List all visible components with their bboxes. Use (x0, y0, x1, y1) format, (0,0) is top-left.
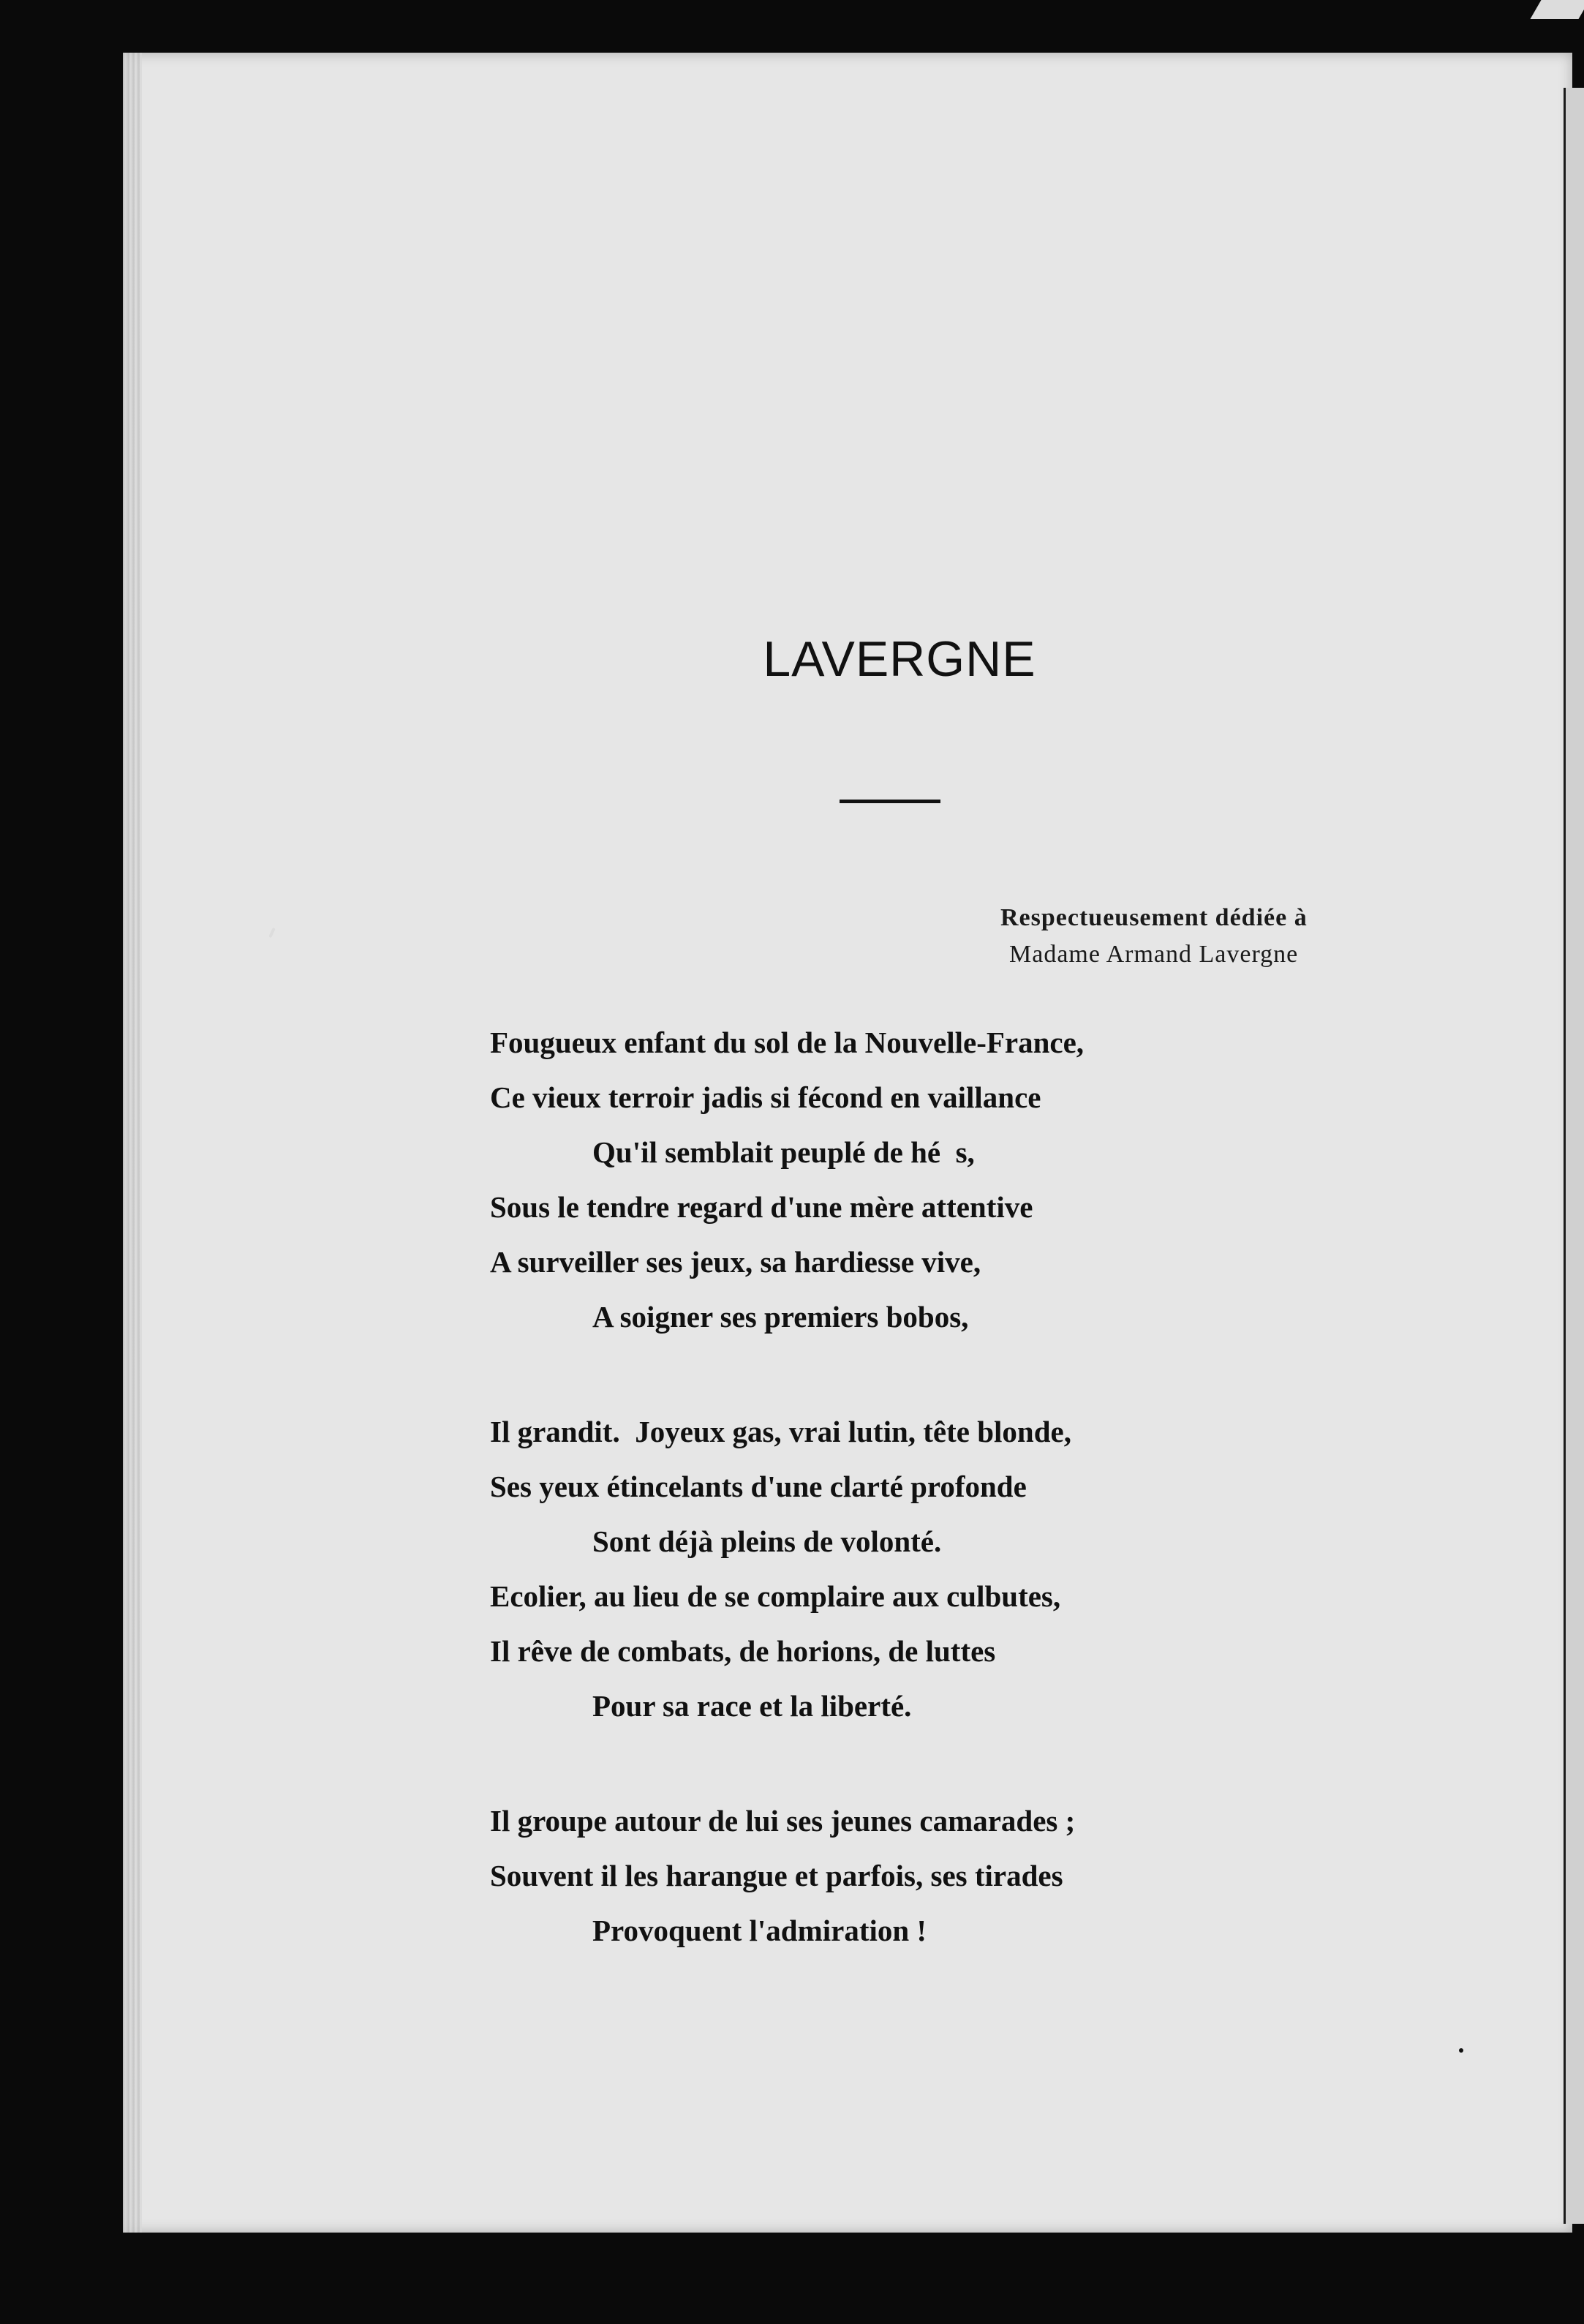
dedication-line: Respectueusement dédiée à (1000, 904, 1308, 931)
dedication-line: Madame Armand Lavergne (1009, 941, 1299, 968)
poem-line: Sont déjà pleins de volonté. (592, 1524, 942, 1558)
poem-line: Ecolier, au lieu de se complaire aux culbutes, (490, 1579, 1061, 1613)
dedication (951, 900, 1404, 973)
poem-title: LAVERGNE (763, 631, 1036, 687)
poem-line: A surveiller ses jeux, sa hardiesse vive, (490, 1245, 981, 1279)
facing-page-edge (1564, 88, 1584, 2224)
binding-edge (123, 53, 142, 2233)
poem-body (490, 1015, 1294, 2018)
poem-line: Il groupe autour de lui ses jeunes camarades ; (490, 1804, 1076, 1838)
poem-line: Ses yeux étincelants d'une clarté profonde (490, 1470, 1027, 1503)
stanza (490, 1404, 1294, 1734)
stanza (490, 1794, 1294, 1958)
poem-line: Fougueux enfant du sol de la Nouvelle-France, (490, 1026, 1085, 1059)
poem-line: Il grandit. Joyeux gas, vrai lutin, tête blonde, (490, 1415, 1071, 1448)
poem-line: Sous le tendre regard d'une mère attentive (490, 1190, 1033, 1224)
poem-line: Souvent il les harangue et parfois, ses tirades (490, 1859, 1063, 1892)
stanza (490, 1015, 1294, 1345)
poem-line: Il rêve de combats, de horions, de luttes (490, 1634, 996, 1668)
poem-line: Pour sa race et la liberté. (592, 1689, 912, 1723)
poem-line: Qu'il semblait peuplé de hé s, (592, 1135, 975, 1169)
poem-line: Ce vieux terroir jadis si fécond en vaillance (490, 1080, 1041, 1114)
scan-speck (1459, 2048, 1463, 2053)
poem-line: A soigner ses premiers bobos, (592, 1300, 969, 1334)
poem-line: Provoquent l'admiration ! (592, 1914, 927, 1947)
scan-corner-artifact (1530, 0, 1584, 19)
title-divider (840, 800, 940, 803)
